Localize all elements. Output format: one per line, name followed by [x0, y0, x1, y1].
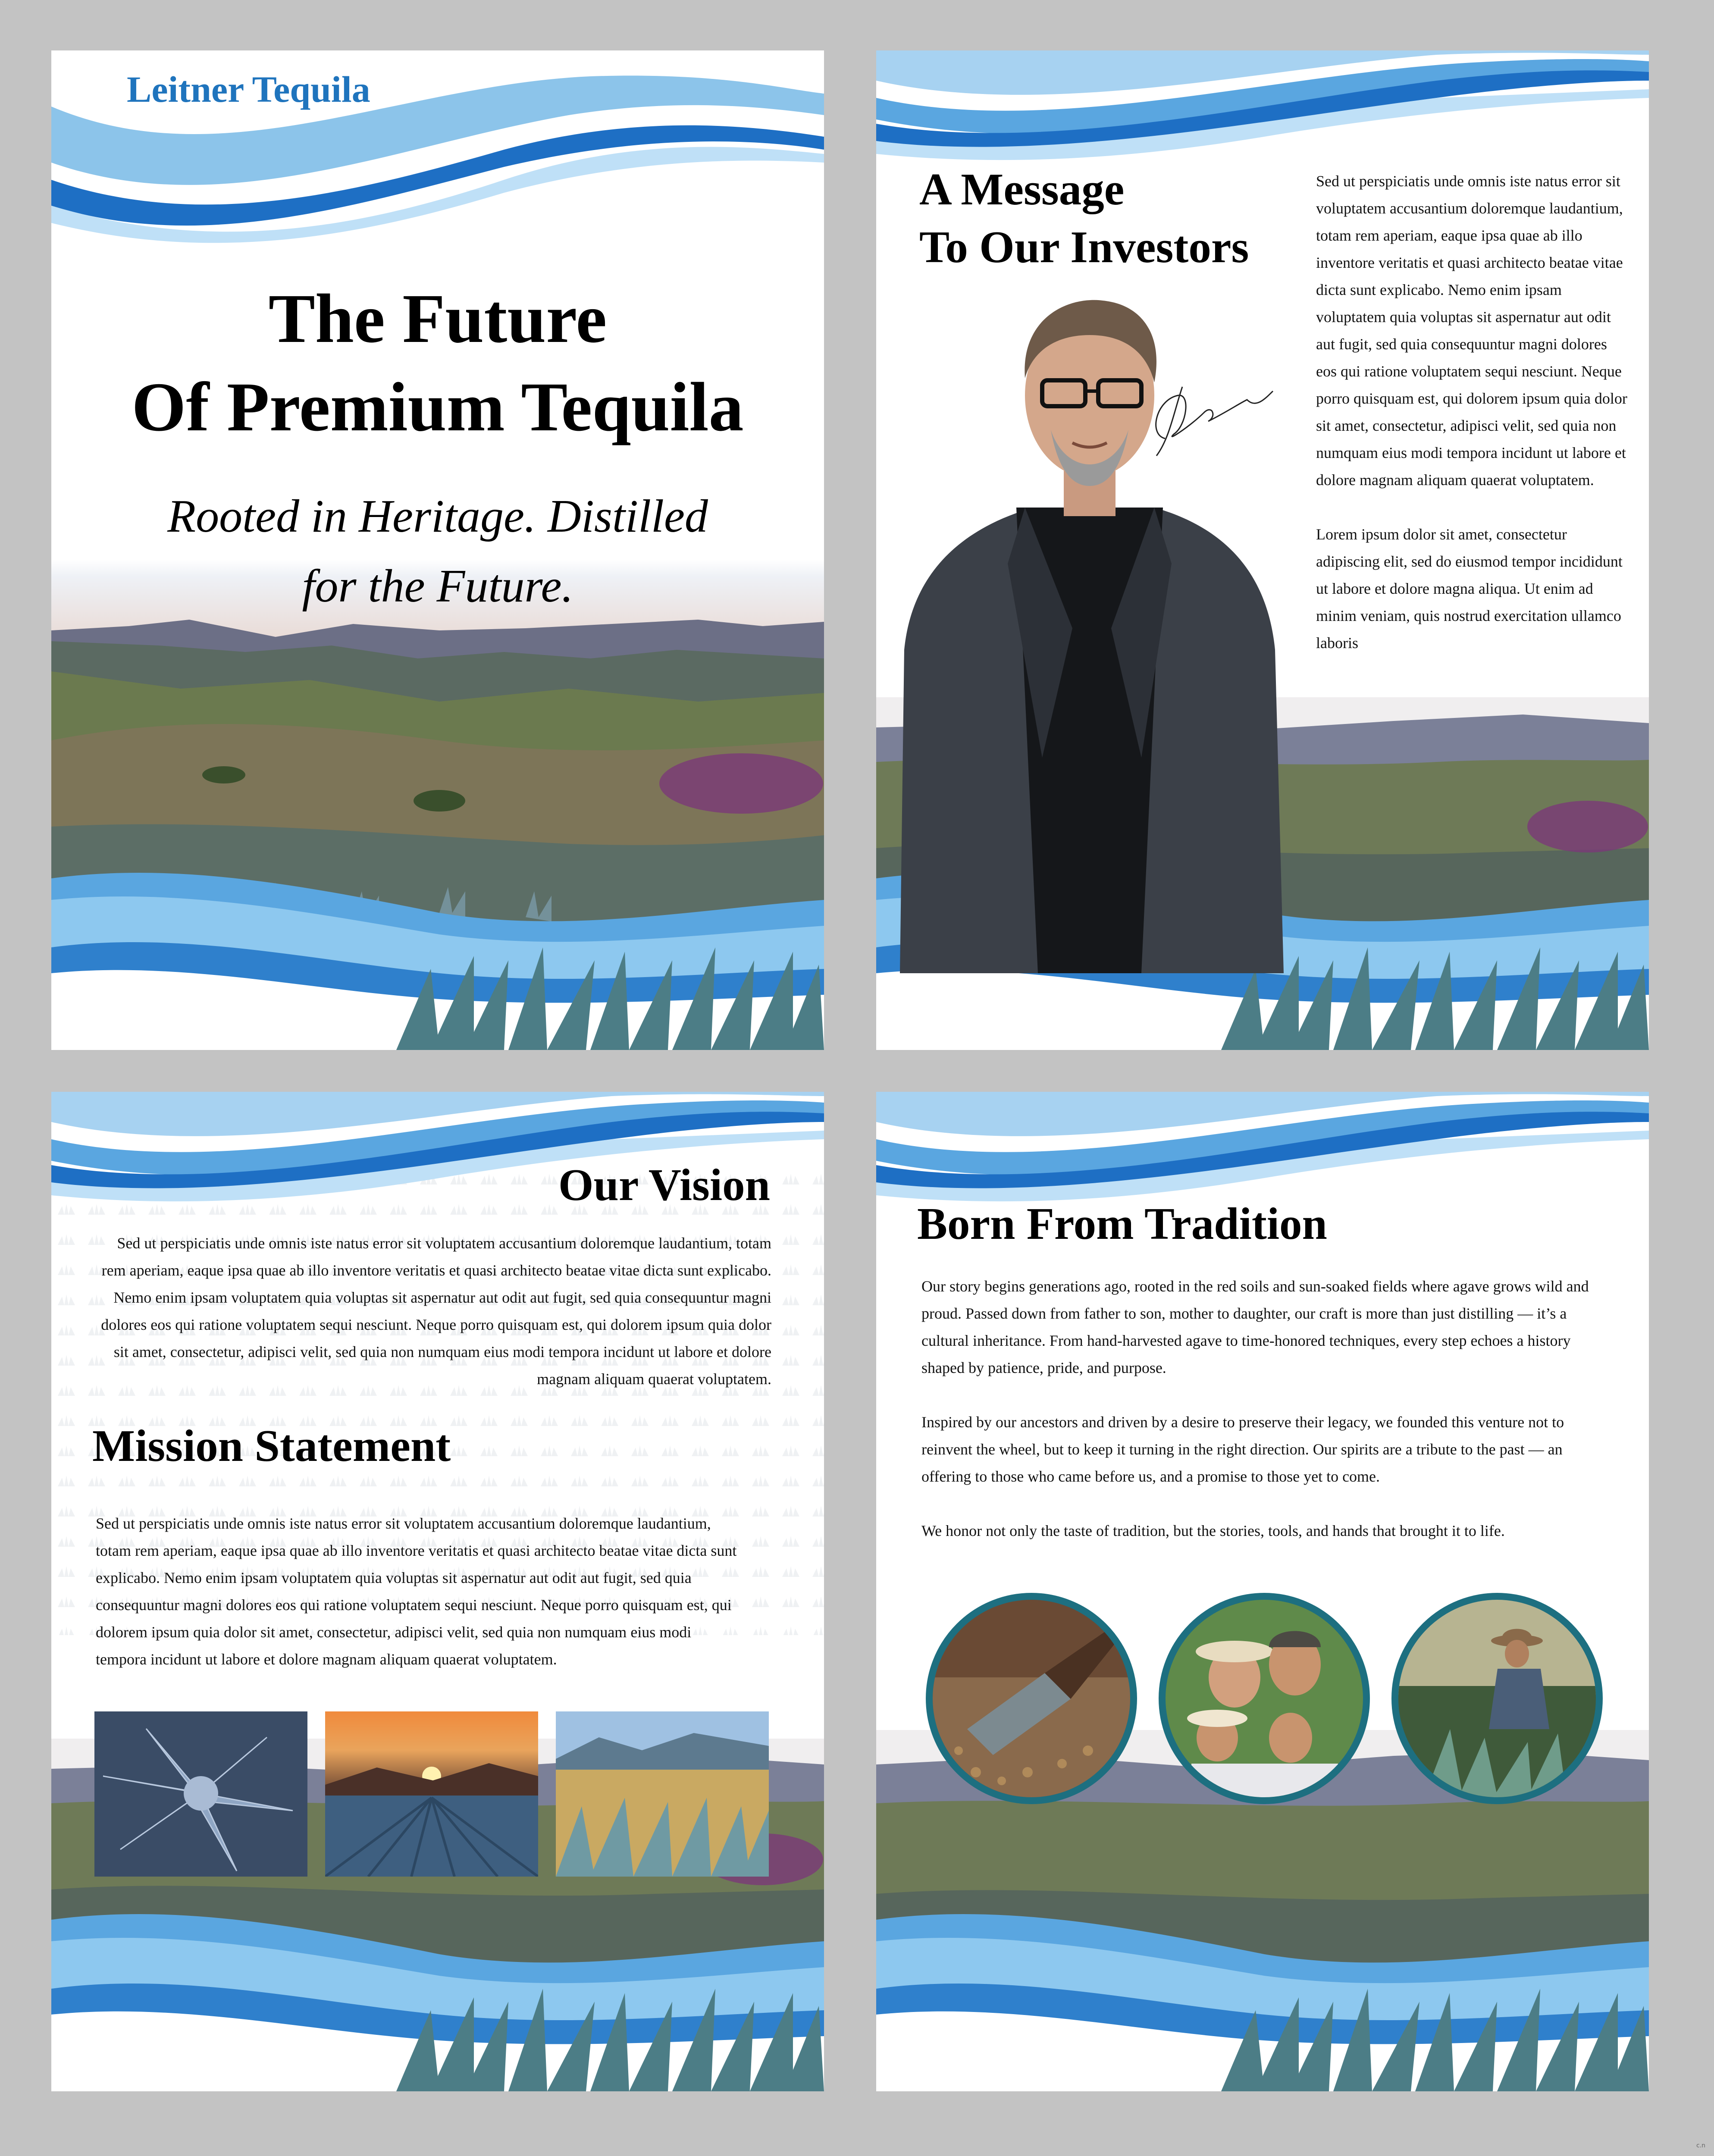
sunset-field-photo — [325, 1711, 538, 1877]
vision-body: Sed ut perspiciatis unde omnis iste natus error sit voluptatem accusantium doloremque laudantium, totam rem aperiam, eaque ipsa quae ab illo inventore veritatis et quasi architecto beatae vitae dicta sunt explicabo. Nemo enim ipsam voluptatem quia voluptas sit aspernatur aut odit aut fugit, sed quia consequuntur magni dolores eos qui ratione voluptatem sequi nesciunt. Neque porro quisquam est, qui dolorem ipsum quia dolor sit amet, consectetur, adipisci velit, sed quia non numquam eius modi tempora incidunt ut labore et dolore magnam aliquam quaerat voluptatem. — [101, 1235, 771, 1388]
farmer-photo-circle — [1391, 1593, 1603, 1804]
bottom-wave-decoration — [876, 1902, 1649, 2091]
cover-title — [51, 275, 824, 451]
message-paragraph-2: Lorem ipsum dolor sit amet, consectetur adipiscing elit, sed do eiusmod tempor incididunt ut labore et dolore magna aliqua. Ut enim ad minim veniam, quis nostrud exercitation ullamco laboris — [1316, 526, 1623, 652]
family-photo-circle — [1159, 1593, 1370, 1804]
investor-message-page — [876, 50, 1649, 1050]
message-title-line1: A Message — [919, 164, 1125, 214]
agave-field-photo — [556, 1711, 769, 1877]
bottom-wave-decoration — [51, 1902, 824, 2091]
tradition-page — [876, 1092, 1649, 2091]
message-title-line2: To Our Investors — [919, 222, 1249, 272]
vision-title: Our Vision — [558, 1159, 770, 1210]
tradition-paragraph-2: Inspired by our ancestors and driven by a desire to preserve their legacy, we founded this venture not to reinvent the wheel, but to keep it turning in the right direction. Our spirits are a tribute to the past — an offering to those who came before us, and a promise to those yet to come. — [921, 1413, 1564, 1485]
message-title — [919, 160, 1249, 276]
message-body — [1316, 168, 1631, 684]
cover-subtitle-line2: for the Future. — [302, 561, 573, 612]
mission-body: Sed ut perspiciatis unde omnis iste natus error sit voluptatem accusantium doloremque laudantium, totam rem aperiam, eaque ipsa quae ab illo inventore veritatis et quasi architecto beatae vitae dicta sunt explicabo. Nemo enim ipsam voluptatem quia voluptas sit aspernatur aut odit aut fugit, sed quia consequuntur magni dolores eos qui ratione voluptatem sequi nesciunt. Neque porro quisquam est, qui dolorem ipsum quia dolor sit amet, consectetur, adipisci velit, sed quia non numquam eius modi tempora incidunt ut labore et dolore magnam aliquam quaerat voluptatem. — [96, 1515, 737, 1668]
brand-name: Leitner Tequila — [127, 69, 370, 110]
agave-closeup-photo — [94, 1711, 307, 1877]
cover-subtitle — [51, 482, 824, 621]
cover-subtitle-line1: Rooted in Heritage. Distilled — [167, 491, 708, 542]
tradition-body — [921, 1273, 1611, 1572]
signature-mark — [1139, 374, 1282, 460]
message-paragraph-1: Sed ut perspiciatis unde omnis iste natus error sit voluptatem accusantium doloremque laudantium, totam rem aperiam, eaque ipsa quae ab illo inventore veritatis et quasi architecto beatae vitae dicta sunt explicabo. Nemo enim ipsam voluptatem quia voluptas sit aspernatur aut odit aut fugit, sed quia consequuntur magni dolores eos qui ratione voluptatem sequi nesciunt. Neque porro quisquam est, qui dolorem ipsum quia dolor sit amet, consectetur, adipisci velit, sed quia non numquam eius modi tempora incidunt ut labore et dolore magnam aliquam quaerat voluptatem. — [1316, 172, 1627, 489]
mission-title: Mission Statement — [92, 1420, 451, 1471]
corner-mark: c.n — [1696, 2142, 1705, 2149]
top-wave-decoration — [876, 50, 1649, 163]
bottom-wave-decoration — [51, 861, 824, 1050]
tradition-paragraph-1: Our story begins generations ago, rooted in the red soils and sun-soaked fields where agave grows wild and proud. Passed down from father to son, mother to daughter, our craft is more than just distilling — it’s a cultural inheritance. From hand-harvested agave to time-honored techniques, every step echoes a history shaped by patience, pride, and purpose. — [921, 1278, 1589, 1376]
cover-title-line2: Of Premium Tequila — [132, 369, 744, 446]
tradition-title: Born From Tradition — [917, 1198, 1327, 1249]
vision-mission-page — [51, 1092, 824, 2091]
cover-title-line1: The Future — [268, 280, 607, 357]
top-wave-decoration — [876, 1092, 1649, 1204]
cover-page — [51, 50, 824, 1050]
tradition-paragraph-3: We honor not only the taste of tradition, but the stories, tools, and hands that brought it to life. — [921, 1522, 1505, 1539]
tools-photo-circle — [926, 1593, 1137, 1804]
